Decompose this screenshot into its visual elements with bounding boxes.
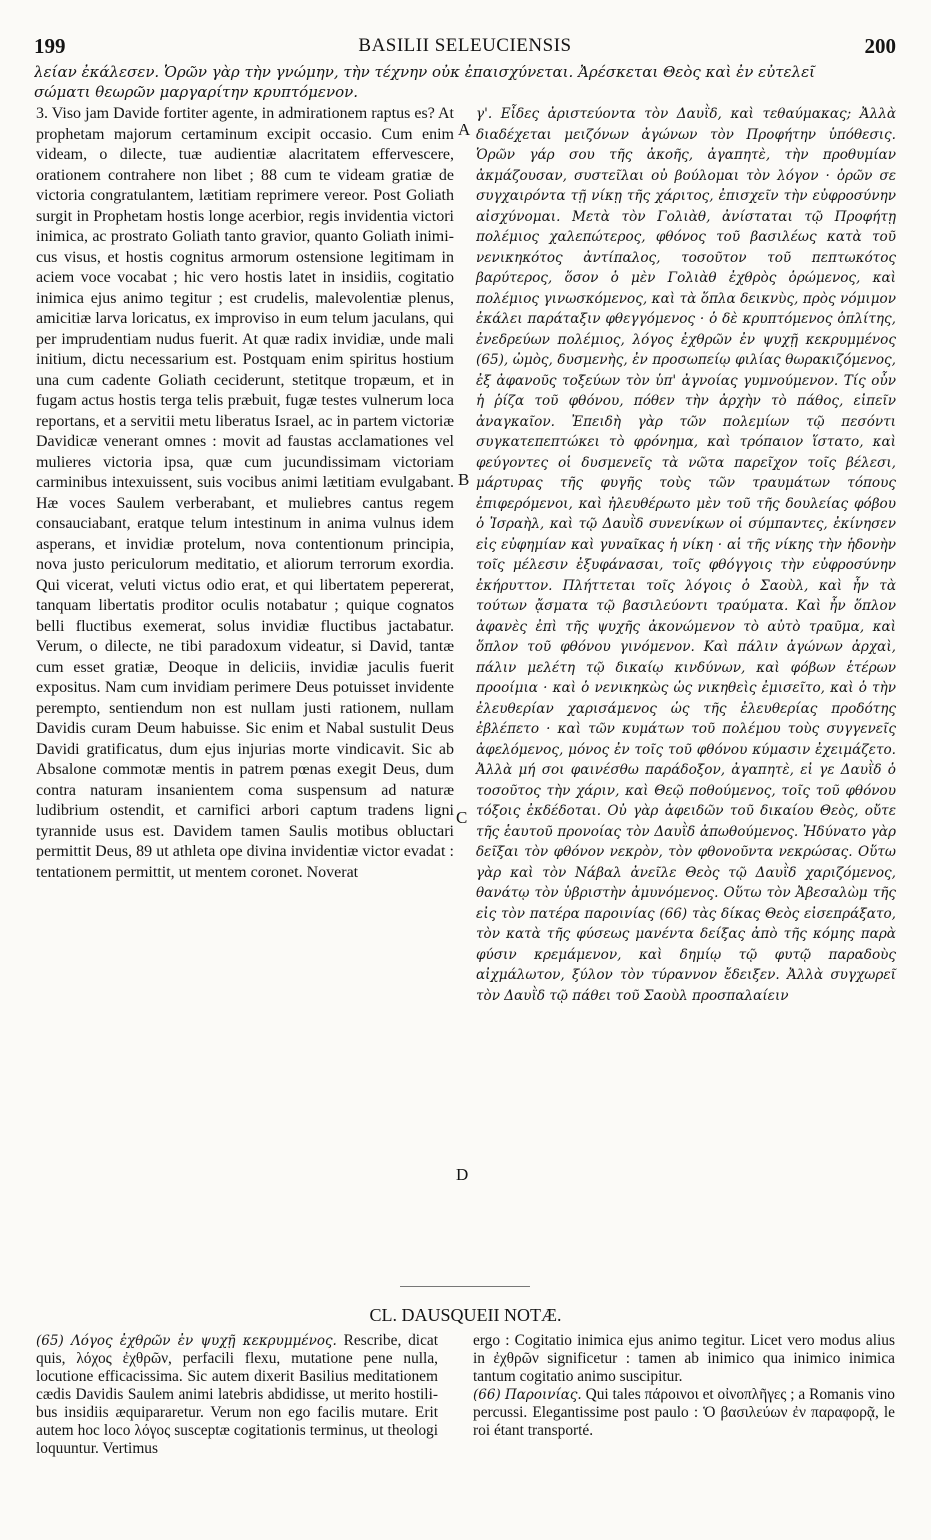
note-65-head: (65) Λόγος ἐχθρῶν ἐν ψυχῇ κεκρυμμένος.: [36, 1333, 337, 1349]
latin-column: [36, 104, 454, 883]
margin-letter-b: B: [458, 470, 470, 489]
carryover-line: λείαν ἐκάλεσεν. Ὁρῶν γὰρ τὴν γνώμην, τὴν τέχνην οὐκ ἐπαισχύνεται. Ἀρέσκεται Θεὸς καὶ ἐν εὐτελεῖ: [34, 63, 816, 81]
page-header: [34, 34, 896, 60]
note-65: [36, 1332, 438, 1458]
page-number-left: 199: [34, 34, 66, 58]
greek-column: [476, 104, 896, 1006]
note-65-continued: ergo : Cogitatio inimica ejus animo tegitur. Licet vero modus alius in ἐχθρῶν significetur : tamen ab inimico qua inimico inimica tantum cogitatio animo suscipitur.: [473, 1332, 895, 1385]
latin-text: 3. Viso jam Davide fortiter agente, in admirationem raptus es? At prophetam majorum certaminum excipit occasio. Cum enim videam, o dilecte, tuæ audientiæ alacritatem effervescere, orationem contrahere non libet ; 88 cum te videam gratiæ de victoria congratulantem, lætitiam reprimere vereor. Post Goliath surgit in Prophetam hostis longe acerbior, regis invidentia victori inimica, ac prostrato Goliath tanto gravior, quanto Goliath inimicus visus, et hostis cognitus armorum ostensione legitimam in aciem voce vocabat ; hic vero hostis latet in insidiis, cogitatio inimica ejus animo tegitur ; est crudelis, malevolentiæ plenus, amicitiæ larva loricatus, ex improviso in eum telum jaculans, qui per imprudentiam nudus fuerit. At quæ radix invidiæ, unde mali initium, dictu necessarium est. Postquam enim spiritus hostium una cum cadente Goliath ceciderunt, stetitque tropæum, et in fugam actus hostis terga telis præbuit, fugæ testes vulnerum loca reportans, et a servitii metu liberatus Israel, ac in partem victoriæ Davidicæ venerant omnes : movit ad faustas acclamationes vel mulieres victoria ipsa, quæ cum jucundissimam victoriam carminibus intexuissent, suis vocibus animi lætitiam evulgabant. Hæ voces Saulem verberabant, et muliebres cantus regem consauciabant, eratque telum intestinum in anima vulnus idem asperans, et invidiæ protelum, nova contentionum principia, nova justo periculorum meditatio, et aliorum terrorum exordia. Qui vicerat, veluti victus odio erat, et qui libertatem pepererat, tanquam libertatis proditor oculis notabatur ; quique cognatos belli fluctibus exemerat, solus invidiæ fluctibus jactabatur. Verum, o dilecte, ne tibi paradoxum videatur, si David, tantæ cum esset gratiæ, Deoque in deliciis, invidiæ jaculis fuerit expositus. Nam cum invidiam perimere Deus potuisset invidente perempto, sentiendum non est nullam justi rationem, nullam Davidis curam Deum habuisse. Sic enim et Nabal sustulit Deus Davidi gratificatus, dum ejus injurias morte vindicavit. Sic ab Absalone commotæ mentis in patrem pœnas exegit Deus, dum contra naturam insanientem coma suspensum ad naturæ ludibrium ostendit, et carnifici arbori captum tradens ligni tyrannide usus est. Davidem tamen Saulis motibus obluctari permittit Deus, 89 ut athleta ope divina invidentiæ victor evadat : tentationem permittit, ut mentem coronet. Noverat: [36, 105, 454, 881]
note-65-body: Rescribe, dicat quis, λόχος ἐχθρῶν, perfacili flexu, mutatione pene nulla, locutione efficacissima. Sic autem dixerit Basilius meditationem cædis Davidis Saulem animi latebris abdidisse, ut merito hostilibus insidiis æquipararetur. Verum non ego facilis mutare. Erit autem hoc loco λόγος susceptæ cogitationis terminus, ut theologi loquuntur. Vertimus: [36, 1332, 439, 1457]
margin-letter-d: D: [456, 1165, 469, 1184]
notes-left-column: [36, 1332, 438, 1458]
notes-right-column: [473, 1332, 895, 1440]
note-66-head: (66) Παροινίας.: [473, 1387, 582, 1403]
notes-title: CL. DAUSQUEII NOTÆ.: [369, 1305, 562, 1325]
note-66: [473, 1386, 895, 1440]
carryover-greek: [34, 62, 896, 102]
section-rule: [400, 1286, 530, 1287]
greek-text: γ'. Εἶδες ἀριστεύοντα τὸν Δαυῒδ, καὶ τεθαύμακας; Ἀλλὰ διαδέχεται μειζόνων ἀγώνων τὸν Προφήτην ὑπόθεσις. Ὁρῶν γάρ σου τῆς ἀκοῆς, ἀγαπητὲ, τὴν προθυμίαν ἀκμάζουσαν, συστεῖλαι οὐ βούλομαι τὸν λόγον · ὁρῶν σε συγχαιρόντα τῇ νίκῃ τῆς χάριτος, ἐπισχεῖν τὴν εὐφροσύνην αἰσχύνομαι. Μετὰ τὸν Γολιὰθ, ἀνίσταται τῷ Προφήτῃ πολέμιος χαλεπώτερος, φθόνος τοῦ βασιλέως κατὰ τοῦ νενικηκότος ἀντίπαλος, τοσοῦτον τοῦ πεπτωκότος βαρύτερος, ὅσον ὁ μὲν Γολιὰθ ἐχθρὸς ὁρώμενος, καὶ πολέμιος γινωσκόμενος, καὶ τὰ ὅπλα δεικνὺς, πρὸς νόμιμον ἐκάλει παράταξιν φθεγγόμενος · ὁ δὲ κρυπτόμενος ὁπλίτης, ἐνεδρεύων πολέμιος, λόγος ἐχθρῶν ἐν ψυχῇ κεκρυμμένος (65), ὠμὸς, δυσμενὴς, ἐν προσωπείῳ φιλίας θωρακιζόμενος, ἐξ ἀφανοῦς τοξεύων τὸν ὑπ' ἀγνοίας γυμνούμενον. Τίς οὖν ἡ ῥίζα τοῦ φθόνου, πόθεν τὴν ἀρχὴν τὸ πάθος, εἰπεῖν ἀναγκαῖον. Ἐπειδὴ γὰρ τῶν πολεμίων τῷ πεσόντι συγκατεπεπτώκει τὸ φρόνημα, καὶ τρόπαιον ἵστατο, καὶ φεύγοντες οἱ δυσμενεῖς τὰ νῶτα παρεῖχον τοῖς βέλεσι, μάρτυρας τῆς φυγῆς τοὺς τῶν τραυμάτων τόπους ἐπιφερόμενοι, καὶ ἠλευθέρωτο μὲν τοῦ τῆς δουλείας φόβου ὁ Ἰσραὴλ, καὶ τῷ Δαυῒδ συνενίκων οἱ σύμπαντες, ἐκίνησεν εἰς εὐφημίαν καὶ γυναῖκας ἡ νίκη · αἱ τῆς νίκης τὴν ἡδονὴν τοῖς μέλεσιν ἐξυφάνασαι, τοῖς φθόγγοις τὴν εὐφροσύνην ἐκήρυττον. Πλήττεται τοῖς λόγοις ὁ Σαοὺλ, καὶ ἦν τὰ τούτων ᾄσματα τῷ βασιλεύοντι τραύματα. Καὶ ἦν ὅπλον ἀφανὲς ἐπὶ τῆς ψυχῆς ἀκονώμενον τὸ αὐτὸ τραῦμα, καὶ ὅπλον τοῦ φθόνου γινόμενον. Καὶ πάλιν ἀγώνων ἀρχαὶ, πάλιν μελέτη τῷ δικαίῳ κινδύνων, καὶ φόβων ἑτέρων προοίμια · καὶ ὁ νενικηκὼς ὡς νικηθεὶς ἐμισεῖτο, καὶ ὁ τὴν ἐλευθερίαν χαρισάμενος ὡς τῆς ἐλευθερίας προδότης ἐβλέπετο · καὶ τῶν κυμάτων τοῦ πολέμου τοὺς συγγενεῖς ἀφελόμενος, μόνος ἐν τοῖς τοῦ φθόνου κύμασιν ἐχειμάζετο. Ἀλλὰ μή σοι φαινέσθω παράδοξον, ἀγαπητὲ, εἰ γε Δαυῒδ ὁ τοσοῦτος τὴν χάριν, καὶ Θεῷ ποθούμενος, τοῖς τοῦ φθόνου τόξοις ἐκδέδοται. Οὐ γὰρ ἀφειδῶν τοῦ δικαίου Θεὸς, οὔτε τῆς ἑαυτοῦ προνοίας τὸν Δαυῒδ ἀπωθούμενος. Ἠδύνατο γὰρ δεῖξαι τὸν φθόνον νεκρὸν, τὸν φθονοῦντα νεκρώσας. Οὕτω γὰρ καὶ τὸν Νάβαλ ἀνεῖλε Θεὸς τῷ Δαυῒδ χαριζόμενος, θανάτῳ τὸν ὑβριστὴν ἀμυνόμενος. Οὕτω τὸν Ἀβεσαλὼμ τῆς εἰς τὸν πατέρα παροινίας (66) τὰς δίκας Θεὸς εἰσεπράξατο, τὸν κατὰ τῆς φύσεως μανέντα δείξας ἀπὸ τῆς κόμης παρὰ φύσιν κρεμάμενον, καὶ δημίῳ τῷ φυτῷ παραδοὺς αἰχμάλωτον, ξύλον τὸν τύραννον ἔδειξεν. Ἀλλὰ συγχωρεῖ τὸν Δαυῒδ τῷ πάθει τοῦ Σαοὺλ προσπαλαίειν: [476, 106, 896, 1004]
margin-letter-a: A: [458, 120, 471, 139]
margin-letter-c: C: [456, 808, 468, 827]
carryover-line: σώματι θεωρῶν μαργαρίτην κρυπτόμενον.: [34, 83, 359, 101]
page-number-right: 200: [864, 34, 896, 58]
note-66-body: Qui tales πάροινοι et οἰνοπλῆγες ; a Romanis vino percussi. Elegantissime post paulo : Ὁ βασιλεύων ἐν παραφορᾷ, le roi étant transporté.: [473, 1386, 896, 1439]
running-title: BASILII SELEUCIENSIS: [358, 35, 572, 56]
